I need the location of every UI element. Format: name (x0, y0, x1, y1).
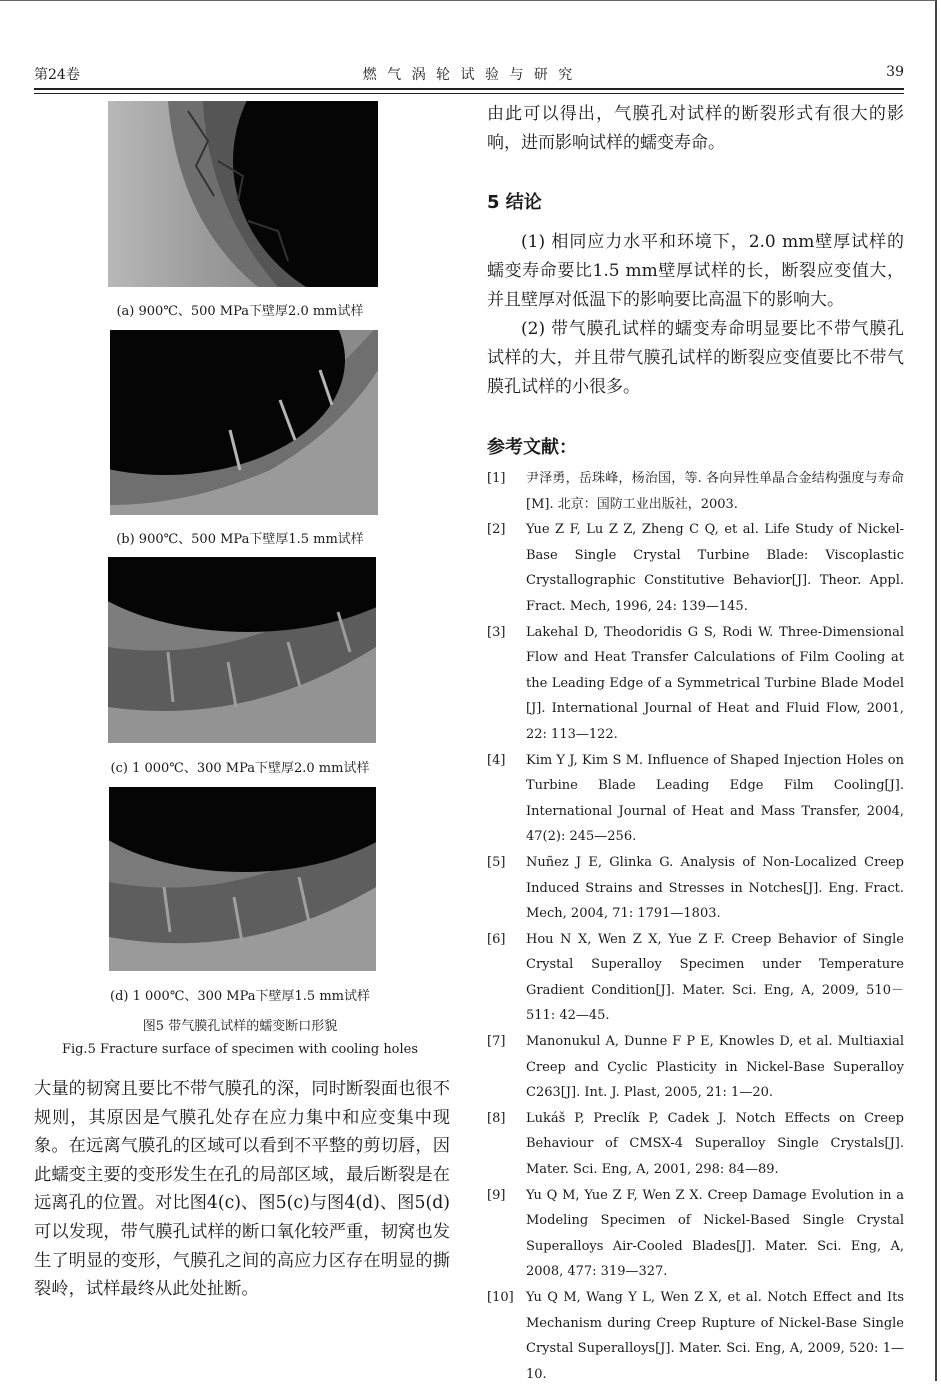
reference-item (487, 1029, 904, 1106)
reference-item (487, 1106, 904, 1183)
intro-paragraph: 由此可以得出，气膜孔对试样的断裂形式有很大的影响，进而影响试样的蠕变寿命。 (487, 104, 904, 153)
conclusion-2: (2) 带气膜孔试样的蠕变寿命明显要比不带气膜孔试样的大，并且带气膜孔试样的断裂应变值要比不带气膜孔试样的小很多。 (487, 319, 904, 397)
figure-title-cn: 图5 带气膜孔试样的蠕变断口形貌 (142, 1019, 338, 1034)
reference-number: [8] (487, 1110, 506, 1126)
reference-text: Yu Q M, Yue Z F, Wen Z X. Creep Damage Evolution in a Modeling Specimen of Nickel-Based Single Crystal Superalloys Air-Cooled Blades[J]. Mater. Sci. Eng, A, 2008, 477: 319—327. (526, 1187, 904, 1280)
reference-item (487, 466, 904, 517)
figure-panel-b (110, 330, 378, 515)
reference-text: 尹泽勇，岳珠峰，杨治国，等. 各向异性单晶合金结构强度与寿命[M]. 北京：国防工业出版社，2003. (526, 471, 904, 512)
right-column (487, 100, 904, 459)
references-heading: 参考文献： (487, 437, 577, 458)
caption-panel-c: (c) 1 000℃、300 MPa下壁厚2.0 mm试样 (110, 761, 370, 776)
reference-item (487, 850, 904, 927)
reference-text: Nuñez J E, Glinka G. Analysis of Non-Localized Creep Induced Strains and Stresses in Notches[J]. Eng. Fract. Mech, 2004, 71: 1791—1803. (526, 854, 904, 922)
reference-item (487, 620, 904, 748)
reference-number: [6] (487, 931, 506, 947)
reference-item (487, 1183, 904, 1285)
reference-number: [5] (487, 854, 506, 870)
caption-panel-a: (a) 900℃、500 MPa下壁厚2.0 mm试样 (116, 304, 364, 319)
reference-item (487, 517, 904, 619)
journal-title: 燃 气 涡 轮 试 验 与 研 究 (362, 67, 576, 83)
reference-number: [3] (487, 624, 506, 640)
left-column-text: 大量的韧窝且要比不带气膜孔的深，同时断裂面也很不规则，其原因是气膜孔处存在应力集中和应变集中现象。在远离气膜孔的区域可以看到不平整的剪切唇，因此蠕变主要的变形发生在孔的局部区域，最后断裂是在远离孔的位置。对比图4(c)、图5(c)与图4(d)、图5(d)可以发现，带气膜孔试样的断口氧化较严重，韧窝也发生了明显的变形，气膜孔之间的高应力区存在明显的撕裂岭，试样最终从此处扯断。 (34, 1079, 450, 1300)
page-number: 39 (886, 64, 904, 80)
figure-panel-c (108, 557, 376, 743)
figure-panel-a (108, 101, 378, 287)
reference-text: Hou N X, Wen Z X, Yue Z F. Creep Behavior of Single Crystal Superalloy Specimen under Temperature Gradient Condition[J]. Mater. Sci. Eng, A, 2009, 510－511: 42—45. (526, 931, 904, 1024)
reference-list (487, 466, 904, 1387)
reference-number: [1] (487, 471, 506, 486)
caption-panel-d: (d) 1 000℃、300 MPa下壁厚1.5 mm试样 (110, 989, 370, 1004)
header-rule-thin (34, 93, 904, 94)
volume-label: 第24卷 (34, 67, 80, 83)
reference-text: Manonukul A, Dunne F P E, Knowles D, et al. Multiaxial Creep and Cyclic Plasticity in Nickel-Base Superalloy C263[J]. Int. J. Plast, 2005, 21: 1—20. (526, 1034, 904, 1101)
section-title: 5 结论 (487, 192, 542, 213)
reference-text: Lukáš P, Preclík P, Cadek J. Notch Effects on Creep Behaviour of CMSX-4 Superalloy Single Crystals[J]. Mater. Sci. Eng, A, 2001, 298: 84—89. (526, 1110, 904, 1178)
reference-number: [9] (487, 1187, 506, 1203)
reference-text: Kim Y J, Kim S M. Influence of Shaped Injection Holes on Turbine Blade Leading Edge Film Cooling[J]. International Journal of Heat and Mass Transfer, 2004, 47(2): 245—256. (526, 752, 904, 845)
reference-text: Yue Z F, Lu Z Z, Zheng C Q, et al. Life Study of Nickel-Base Single Crystal Turbine Blade: Viscoplastic Crystallographic Constitutive Behavior[J]. Theor. Appl. Fract. Mech, 1996, 24: 139—145. (526, 522, 904, 614)
reference-text: Lakehal D, Theodoridis G S, Rodi W. Three-Dimensional Flow and Heat Transfer Calculations of Film Cooling at the Leading Edge of a Symmetrical Turbine Blade Model [J]. International Journal of Heat and Fluid Flow, 2001, 22: 113—122. (526, 624, 904, 742)
reference-number: [7] (487, 1034, 506, 1050)
reference-item (487, 1285, 904, 1387)
reference-number: [2] (487, 522, 506, 538)
reference-item (487, 748, 904, 850)
reference-item (487, 927, 904, 1029)
header-rule-thick (34, 88, 904, 90)
reference-number: [4] (487, 752, 506, 768)
reference-text: Yu Q M, Wang Y L, Wen Z X, et al. Notch Effect and Its Mechanism during Creep Rupture of Nickel-Base Single Crystal Superalloys[J]. Mater. Sci. Eng, A, 2009, 520: 1—10. (526, 1290, 904, 1382)
conclusion-1: (1) 相同应力水平和环境下，2.0 mm壁厚试样的蠕变寿命要比1.5 mm壁厚试样的长，断裂应变值大，并且壁厚对低温下的影响要比高温下的影响大。 (487, 232, 904, 310)
figure-title-en: Fig.5 Fracture surface of specimen with cooling holes (61, 1042, 419, 1057)
figure-panel-d (109, 787, 376, 971)
running-header (34, 64, 904, 84)
reference-number: [10] (487, 1290, 514, 1305)
caption-panel-b: (b) 900℃、500 MPa下壁厚1.5 mm试样 (116, 532, 364, 547)
